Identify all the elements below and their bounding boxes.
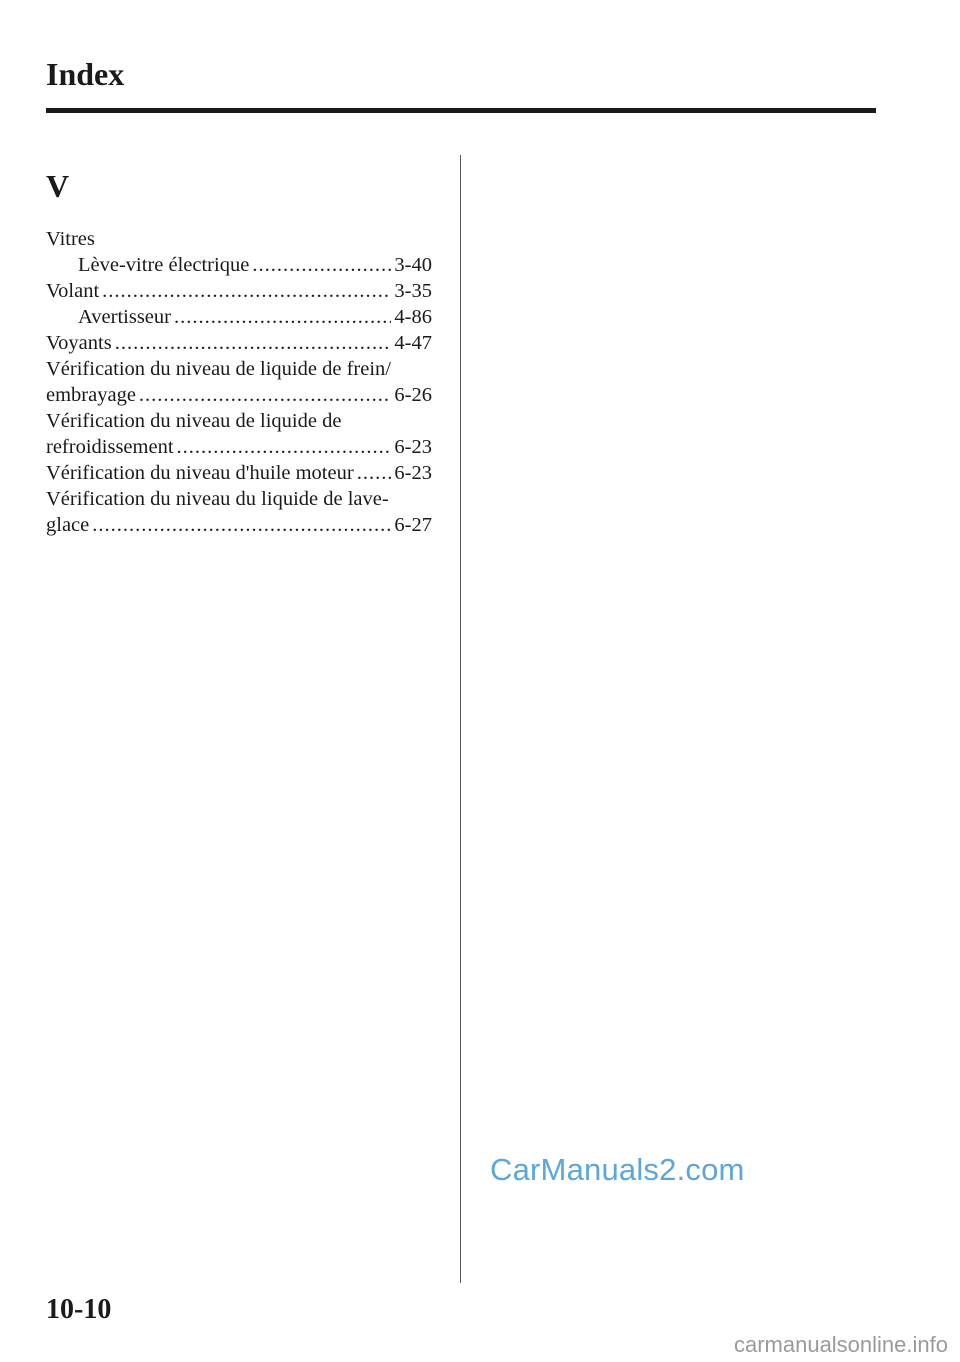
index-entry-label: refroidissement bbox=[46, 436, 174, 458]
index-entry bbox=[46, 486, 432, 512]
index-entry bbox=[46, 330, 432, 356]
page-number: 10-10 bbox=[46, 1294, 112, 1325]
index-entry-label: Vérification du niveau de liquide de frein/ bbox=[46, 358, 391, 380]
index-entry-page: 6-23 bbox=[394, 462, 432, 484]
section-letter: V bbox=[46, 168, 70, 204]
header-rule bbox=[46, 108, 876, 113]
index-entry bbox=[46, 356, 432, 382]
index-entry-page: 6-27 bbox=[394, 514, 432, 536]
index-entry bbox=[46, 382, 432, 408]
index-entry-label: Vérification du niveau de liquide de bbox=[46, 410, 342, 432]
index-entry-page: 3-35 bbox=[394, 280, 432, 302]
index-entry-list bbox=[46, 226, 432, 538]
index-entry bbox=[46, 226, 432, 252]
index-entry bbox=[46, 278, 432, 304]
index-entry bbox=[46, 408, 432, 434]
dot-leader bbox=[139, 382, 392, 408]
dot-leader bbox=[92, 512, 391, 538]
index-entry-page: 4-47 bbox=[394, 332, 432, 354]
index-entry bbox=[46, 460, 432, 486]
column-divider bbox=[460, 155, 461, 1283]
index-entry-page: 3-40 bbox=[394, 254, 432, 276]
index-entry bbox=[46, 434, 432, 460]
index-entry-label: Avertisseur bbox=[78, 306, 171, 328]
index-entry-label: embrayage bbox=[46, 384, 136, 406]
index-entry-label: Volant bbox=[46, 280, 100, 302]
index-entry bbox=[46, 512, 432, 538]
index-entry-page: 4-86 bbox=[394, 306, 432, 328]
index-entry-label: Lève-vitre électrique bbox=[78, 254, 250, 276]
watermark-logo: CarManuals2.com bbox=[490, 1152, 745, 1187]
index-entry bbox=[46, 304, 432, 330]
index-entry-label: Voyants bbox=[46, 332, 112, 354]
dot-leader bbox=[357, 460, 392, 486]
index-entry-label: Vitres bbox=[46, 228, 95, 250]
index-entry-label: Vérification du niveau du liquide de lave- bbox=[46, 488, 389, 510]
index-entry-label: Vérification du niveau d'huile moteur bbox=[46, 462, 354, 484]
index-entry-page: 6-23 bbox=[394, 436, 432, 458]
index-entry-page: 6-26 bbox=[394, 384, 432, 406]
page-header-title: Index bbox=[46, 56, 125, 92]
index-entry-label: glace bbox=[46, 514, 90, 536]
footer-site-link[interactable]: carmanualsonline.info bbox=[733, 1332, 948, 1357]
dot-leader bbox=[115, 330, 392, 356]
dot-leader bbox=[252, 252, 391, 278]
dot-leader bbox=[102, 278, 391, 304]
index-entry bbox=[46, 252, 432, 278]
dot-leader bbox=[174, 304, 391, 330]
dot-leader bbox=[177, 434, 392, 460]
